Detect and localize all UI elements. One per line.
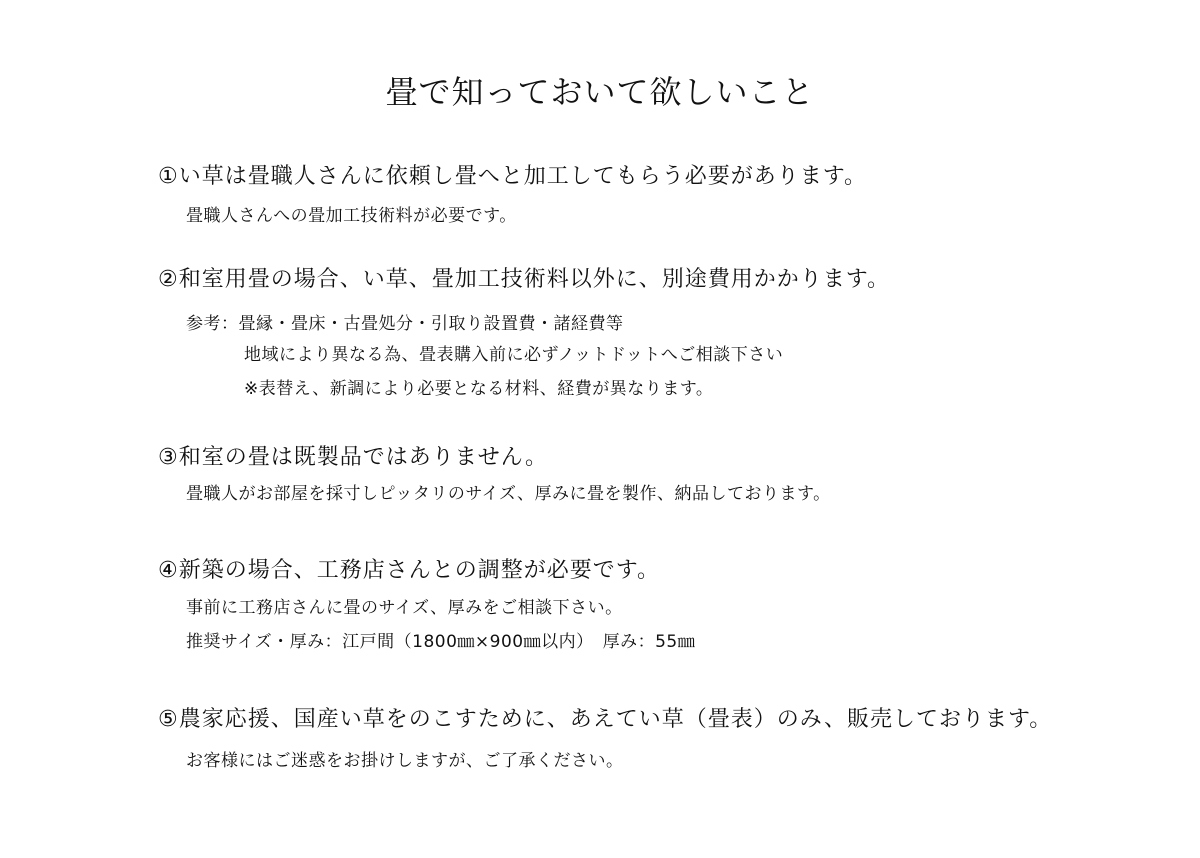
page-title: 畳で知っておいて欲しいこと [385, 73, 815, 111]
section-3-heading: ③和室の畳は既製品ではありません。 [158, 445, 549, 470]
section-2-line-3: ※表替え、新調により必要となる材料、経費が異なります。 [244, 379, 714, 399]
section-3-line-1: 畳職人がお部屋を採寸しピッタリのサイズ、厚みに畳を製作、納品しております。 [186, 484, 831, 504]
section-1-line-1: 畳職人さんへの畳加工技術料が必要です。 [186, 206, 517, 226]
section-2-line-1: 参考：畳縁・畳床・古畳処分・引取り設置費・諸経費等 [186, 314, 624, 334]
section-5-heading: ⑤農家応援、国産い草をのこすために、あえてい草（畳表）のみ、販売しております。 [158, 707, 1053, 732]
section-4-line-2: 推奨サイズ・厚み：江戸間（1800㎜×900㎜以内） 厚み：55㎜ [186, 632, 696, 652]
section-4-heading: ④新築の場合、工務店さんとの調整が必要です。 [158, 558, 660, 583]
section-5-line-1: お客様にはご迷惑をお掛けしますが、ご了承ください。 [186, 751, 624, 771]
section-1-heading: ①い草は畳職人さんに依頼し畳へと加工してもらう必要があります。 [158, 164, 867, 189]
section-2-heading: ②和室用畳の場合、い草、畳加工技術料以外に、別途費用かかります。 [158, 267, 890, 292]
section-2-line-2: 地域により異なる為、畳表購入前に必ずノットドットへご相談下さい [244, 345, 784, 365]
section-4-line-1: 事前に工務店さんに畳のサイズ、厚みをご相談下さい。 [186, 598, 623, 618]
